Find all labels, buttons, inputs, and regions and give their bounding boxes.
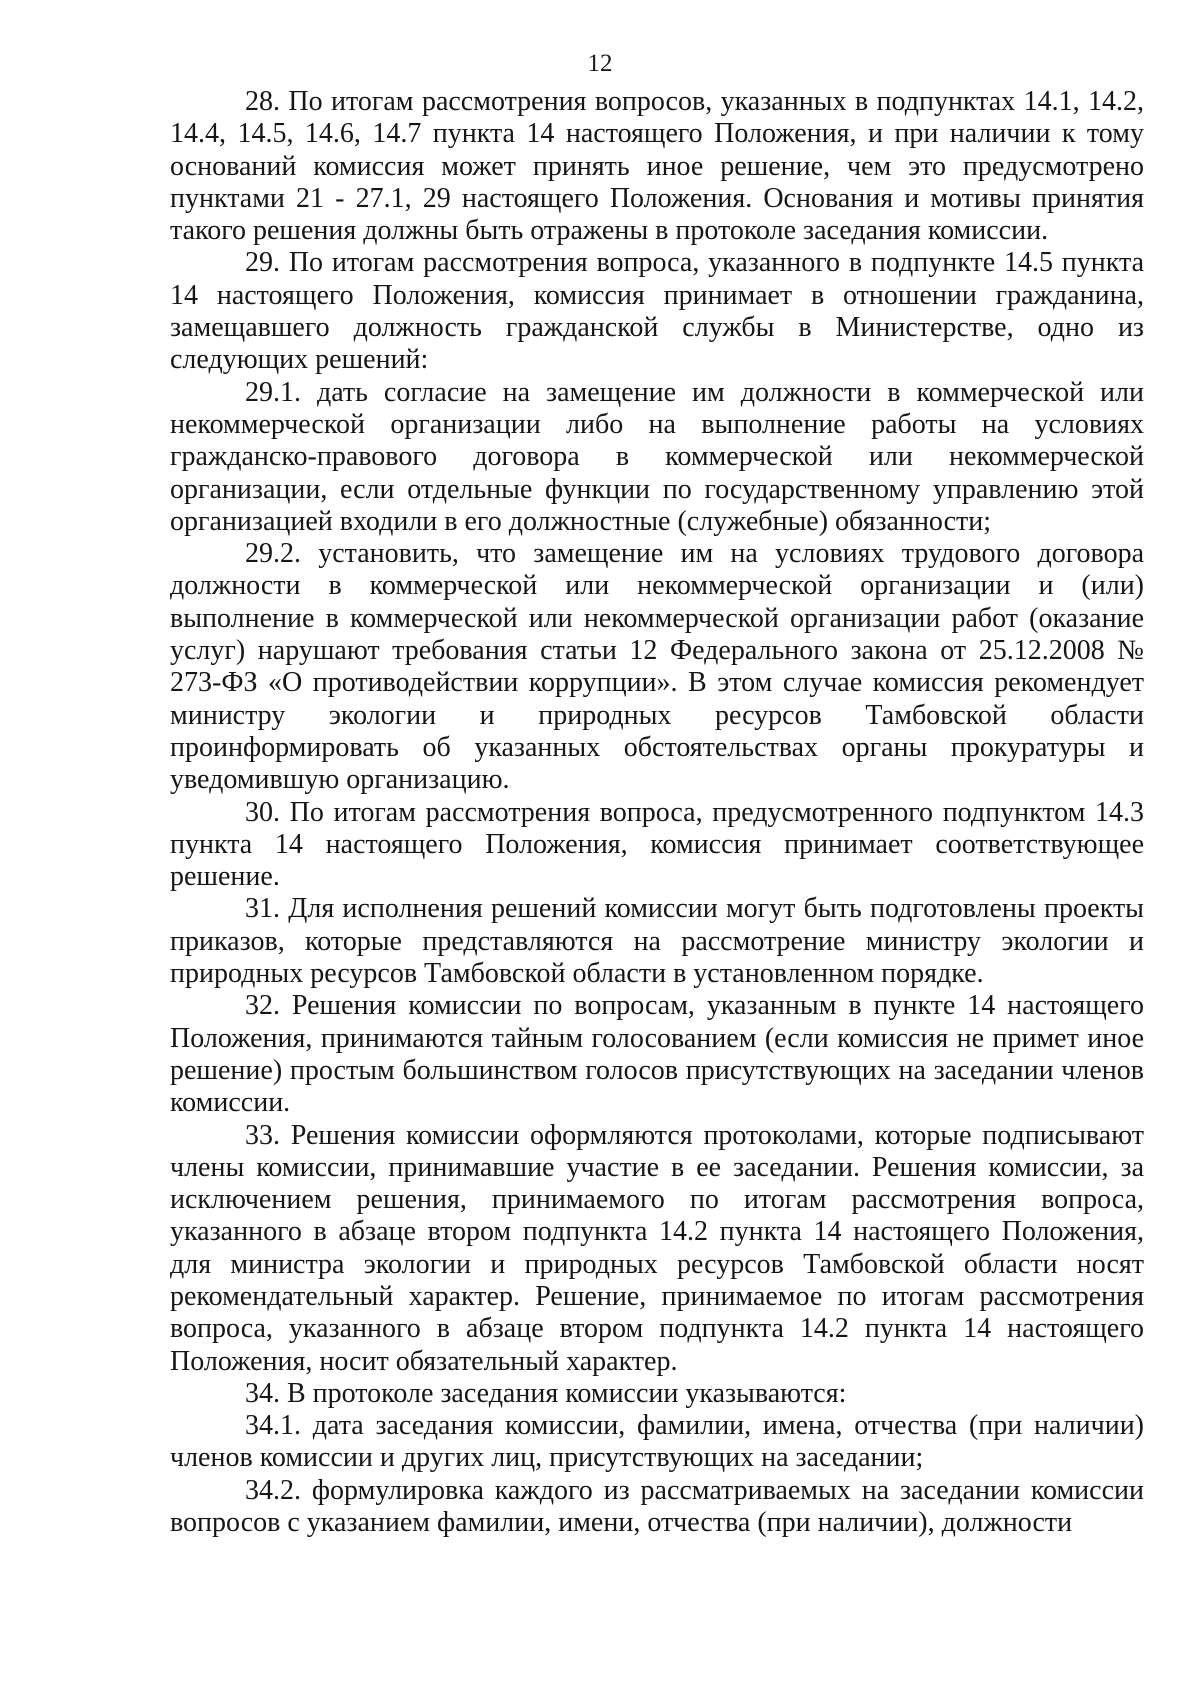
paragraph-29-2: 29.2. установить, что замещение им на условиях трудового договора должности в коммерческой или некоммерческой организации и (или) выполнение в коммерческой или некоммерческой организации работ (оказание услуг) нарушают требования статьи 12 Федерального закона от 25.12.2008 № 273-ФЗ «О противодействии коррупции». В этом случае комиссия рекомендует министру экологии и природных ресурсов Тамбовской области проинформировать об указанных обстоятельствах органы прокуратуры и уведомившую организацию. <box>170 538 1144 796</box>
paragraph-31: 31. Для исполнения решений комиссии могут быть подготовлены проекты приказов, которые представляются на рассмотрение министру экологии и природных ресурсов Тамбовской области в установленном порядке. <box>170 893 1144 990</box>
paragraph-29-1: 29.1. дать согласие на замещение им должности в коммерческой или некоммерческой организации либо на выполнение работы на условиях гражданско-правового договора в коммерческой или некоммерческой организации, если отдельные функции по государственному управлению этой организацией входили в его должностные (служебные) обязанности; <box>170 376 1144 537</box>
paragraph-33: 33. Решения комиссии оформляются протоколами, которые подписывают члены комиссии, принимавшие участие в ее заседании. Решения комиссии, за исключением решения, принимаемого по итогам рассмотрения вопроса, указанного в абзаце втором подпункта 14.2 пункта 14 настоящего Положения, для министра экологии и природных ресурсов Тамбовской области носят рекомендательный характер. Решение, принимаемое по итогам рассмотрения вопроса, указанного в абзаце втором подпункта 14.2 пункта 14 настоящего Положения, носит обязательный характер. <box>170 1119 1144 1377</box>
paragraph-34-1: 34.1. дата заседания комиссии, фамилии, имена, отчества (при наличии) членов комиссии и других лиц, присутствующих на заседании; <box>170 1410 1144 1474</box>
page-number: 12 <box>587 50 613 77</box>
paragraph-34-2: 34.2. формулировка каждого из рассматриваемых на заседании комиссии вопросов с указанием фамилии, имени, отчества (при наличии), должности <box>170 1474 1144 1539</box>
paragraph-34: 34. В протоколе заседания комиссии указываются: <box>245 1377 847 1409</box>
document-body <box>170 86 1144 1539</box>
paragraph-29: 29. По итогам рассмотрения вопроса, указанного в подпункте 14.5 пункта 14 настоящего Положения, комиссия принимает в отношении гражданина, замещавшего должность гражданской службы в Министерстве, одно из следующих решений: <box>170 247 1144 376</box>
paragraph-30: 30. По итогам рассмотрения вопроса, предусмотренного подпунктом 14.3 пункта 14 настоящего Положения, комиссия принимает соответствующее решение. <box>170 796 1144 893</box>
paragraph-28: 28. По итогам рассмотрения вопросов, указанных в подпунктах 14.1, 14.2, 14.4, 14.5, 14.6, 14.7 пункта 14 настоящего Положения, и при наличии к тому оснований комиссия может принять иное решение, чем это предусмотрено пунктами 21 - 27.1, 29 настоящего Положения. Основания и мотивы принятия такого решения должны быть отражены в протоколе заседания комиссии. <box>170 86 1144 247</box>
paragraph-32: 32. Решения комиссии по вопросам, указанным в пункте 14 настоящего Положения, принимаются тайным голосованием (если комиссия не примет иное решение) простым большинством голосов присутствующих на заседании членов комиссии. <box>170 990 1144 1119</box>
